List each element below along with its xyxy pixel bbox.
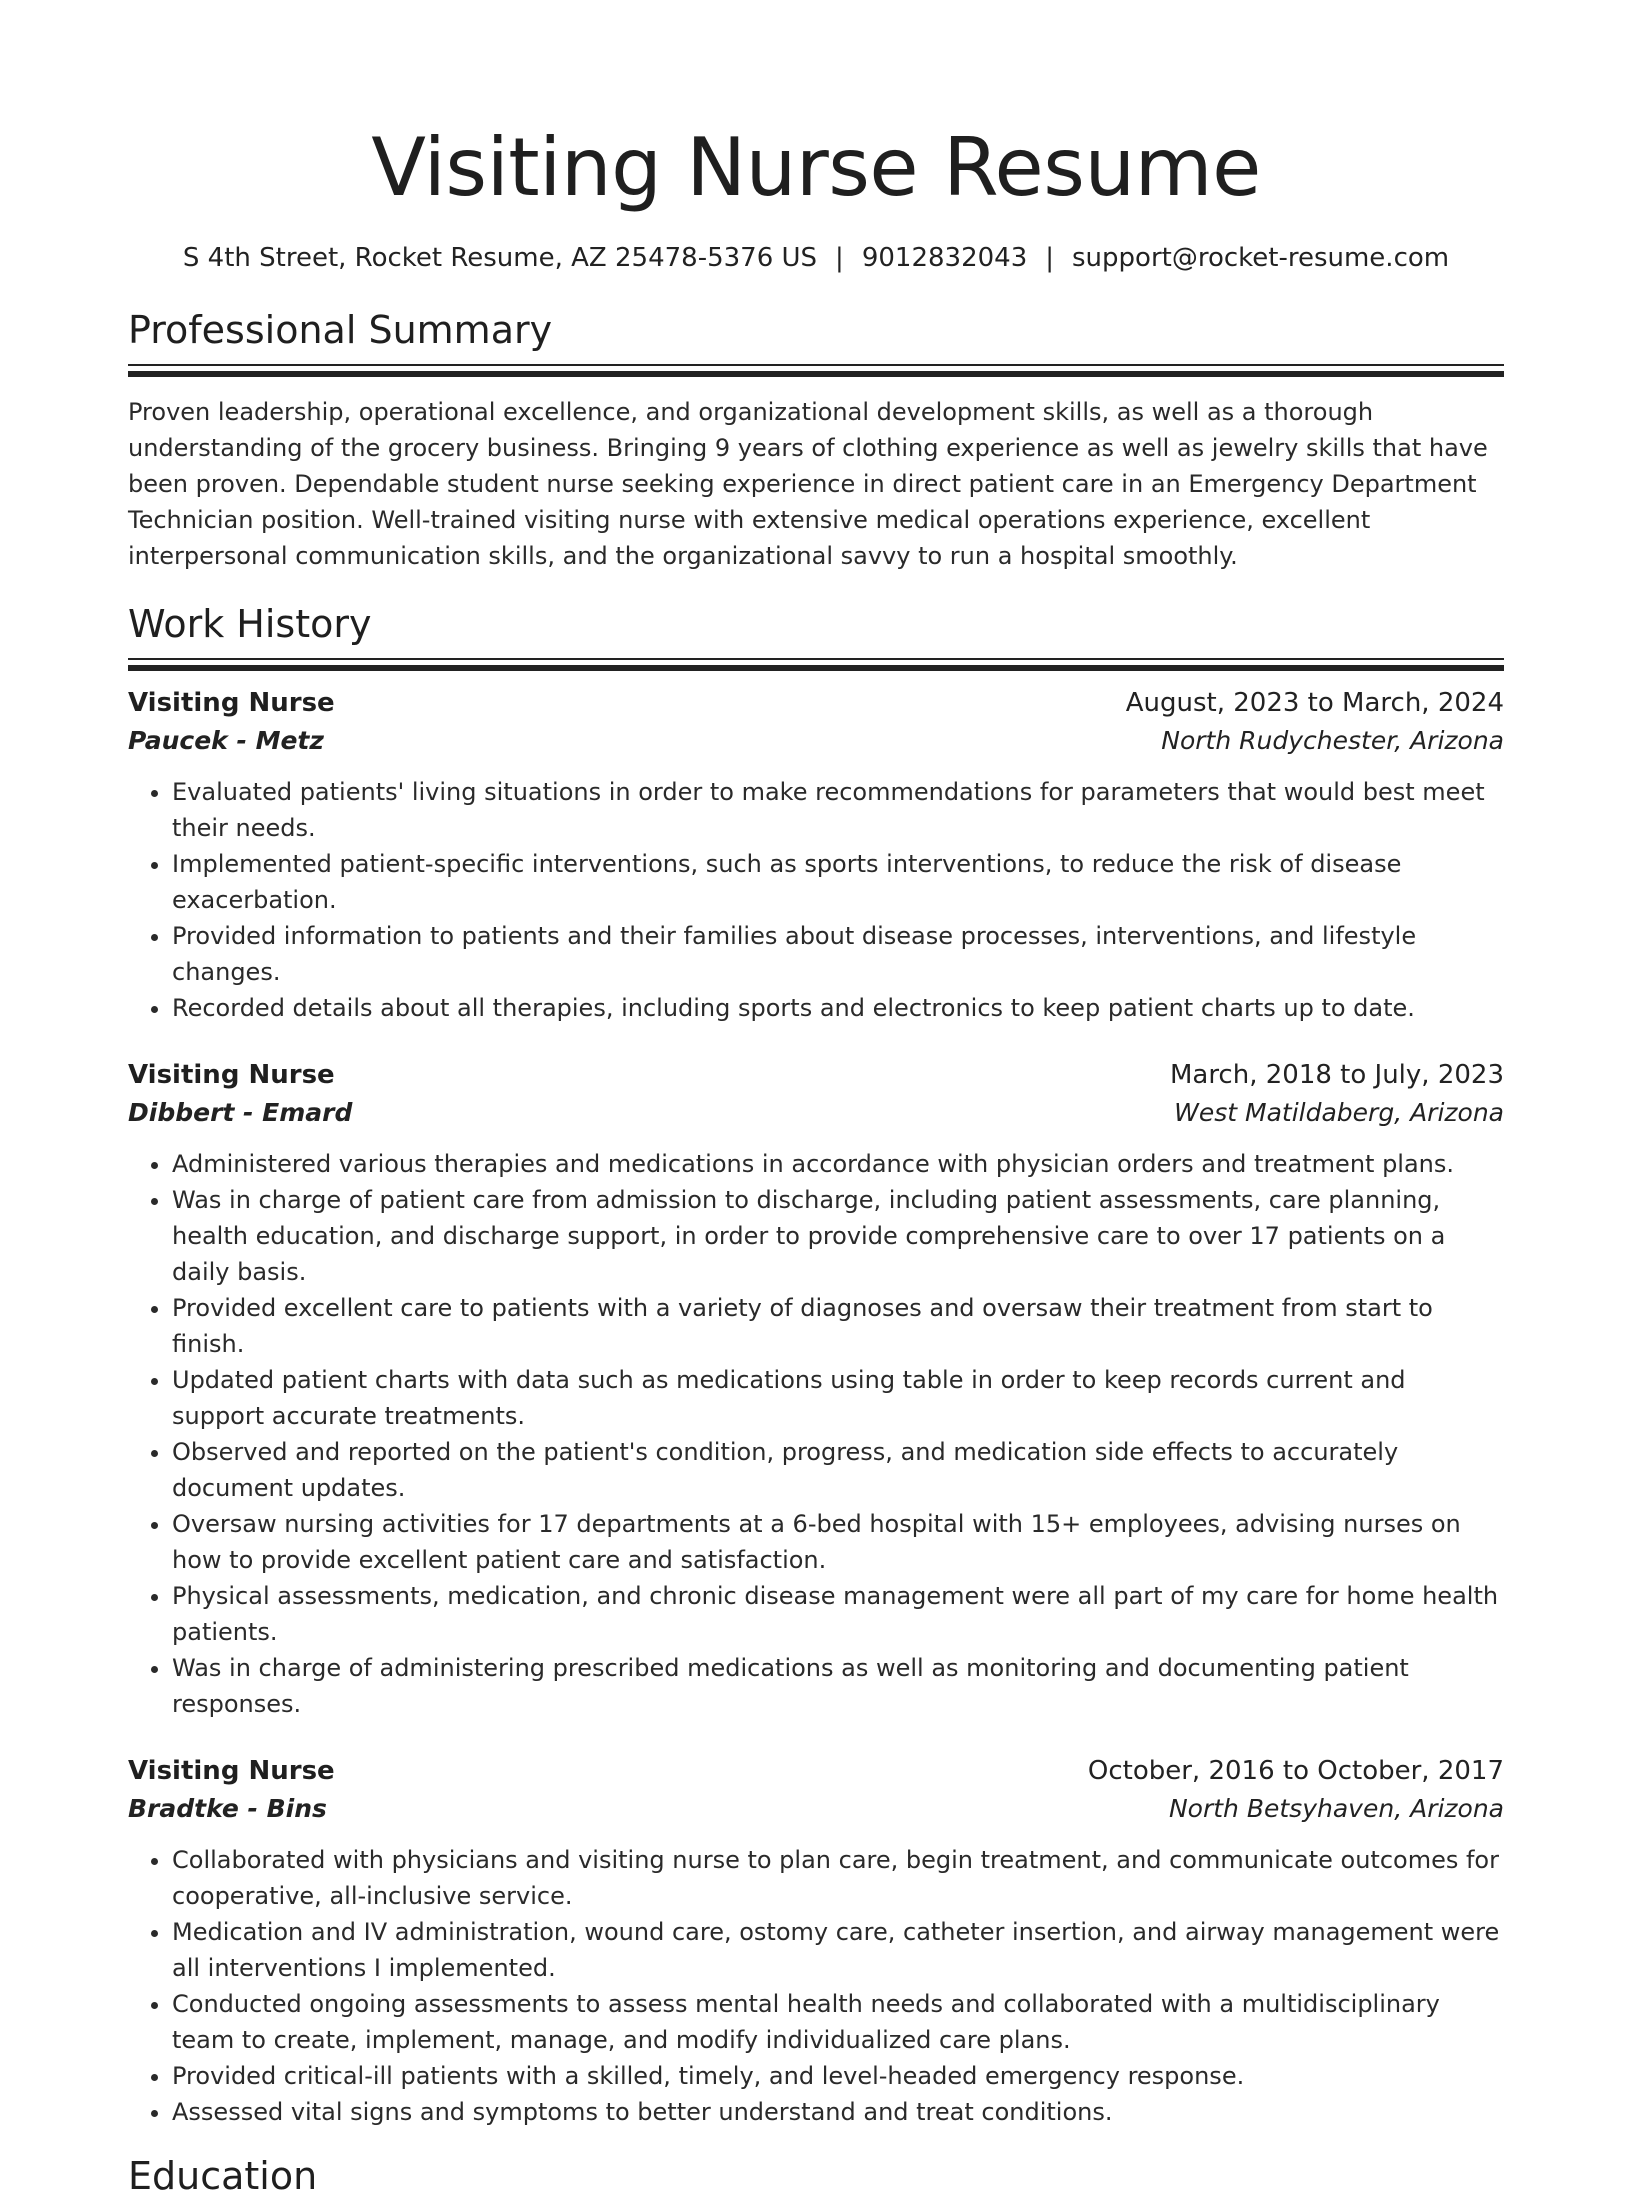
job-employer: Dibbert - Emard (128, 1098, 353, 1127)
education-heading: Education (128, 2154, 318, 2198)
job-dates: October, 2016 to October, 2017 (1087, 1756, 1504, 1786)
list-item: • Provided information to patients and their families about disease processes, interventions, and lifestyle changes. (172, 918, 1504, 990)
job-header (128, 1056, 1504, 1094)
list-item: • Recorded details about all therapies, including sports and electronics to keep patient charts up to date. (172, 990, 1504, 1026)
job-location: North Betsyhaven, Arizona (1168, 1794, 1504, 1823)
job-bullets (128, 1842, 1504, 2130)
education-section (128, 2152, 1504, 2200)
list-item: • Administered various therapies and medications in accordance with physician orders and treatment plans. (172, 1146, 1504, 1182)
job-header (128, 1752, 1504, 1790)
contact-line (128, 240, 1504, 276)
job-bullets (128, 1146, 1504, 1722)
job-dates: August, 2023 to March, 2024 (1125, 688, 1504, 718)
job-entry (128, 1056, 1504, 1722)
resume-page (128, 0, 1504, 2200)
job-subheader (128, 1094, 1504, 1132)
job-title: Visiting Nurse (128, 1060, 335, 1090)
job-dates: March, 2018 to July, 2023 (1169, 1060, 1504, 1090)
list-item: • Provided critical-ill patients with a skilled, timely, and level-headed emergency response. (172, 2058, 1504, 2094)
job-bullets (128, 774, 1504, 1026)
list-item: • Conducted ongoing assessments to assess mental health needs and collaborated with a multidisciplinary team to create, implement, manage, and modify individualized care plans. (172, 1986, 1504, 2058)
job-employer: Paucek - Metz (128, 726, 324, 755)
section-divider (128, 364, 1504, 378)
job-entry (128, 684, 1504, 1026)
job-location: North Rudychester, Arizona (1161, 726, 1504, 755)
summary-text: Proven leadership, operational excellence, and organizational development skills, as well as a thorough understanding of the grocery business. Bringing 9 years of clothing experience as well as jewelry skills that have been proven. Dependable student nurse seeking experience in direct patient care in an Emergency Department Technician position. Well-trained visiting nurse with extensive medical operations experience, excellent interpersonal communication skills, and the organizational savvy to run a hospital smoothly. (128, 398, 1488, 570)
job-entry (128, 1752, 1504, 2130)
list-item: • Oversaw nursing activities for 17 departments at a 6-bed hospital with 15+ employees, advising nurses on how to provide excellent patient care and satisfaction. (172, 1506, 1504, 1578)
list-item: • Provided excellent care to patients with a variety of diagnoses and oversaw their treatment from start to finish. (172, 1290, 1504, 1362)
list-item: • Was in charge of administering prescribed medications as well as monitoring and documenting patient responses. (172, 1650, 1504, 1722)
summary-section (128, 306, 1504, 574)
contact-phone: 9012832043 (861, 243, 1028, 273)
list-item: • Updated patient charts with data such as medications using table in order to keep records current and support accurate treatments. (172, 1362, 1504, 1434)
work-history-section (128, 600, 1504, 2130)
contact-separator: | (835, 243, 844, 273)
work-history-heading: Work History (128, 602, 372, 646)
contact-address: S 4th Street, Rocket Resume, AZ 25478-5376 US (182, 243, 818, 273)
job-title: Visiting Nurse (128, 1756, 335, 1786)
job-subheader (128, 722, 1504, 760)
job-header (128, 684, 1504, 722)
list-item: • Observed and reported on the patient's condition, progress, and medication side effects to accurately document updates. (172, 1434, 1504, 1506)
resume-title: Visiting Nurse Resume (371, 121, 1261, 214)
job-subheader (128, 1790, 1504, 1828)
list-item: • Collaborated with physicians and visiting nurse to plan care, begin treatment, and communicate outcomes for cooperative, all-inclusive service. (172, 1842, 1504, 1914)
list-item: • Evaluated patients' living situations in order to make recommendations for parameters that would best meet their needs. (172, 774, 1504, 846)
section-divider (128, 658, 1504, 672)
list-item: • Implemented patient-specific interventions, such as sports interventions, to reduce the risk of disease exacerbation. (172, 846, 1504, 918)
contact-separator: | (1045, 243, 1054, 273)
list-item: • Was in charge of patient care from admission to discharge, including patient assessments, care planning, health education, and discharge support, in order to provide comprehensive care to over 17 patients on a daily basis. (172, 1182, 1504, 1290)
contact-email[interactable]: support@rocket-resume.com (1072, 243, 1450, 273)
list-item: • Assessed vital signs and symptoms to better understand and treat conditions. (172, 2094, 1504, 2130)
job-location: West Matildaberg, Arizona (1174, 1098, 1504, 1127)
summary-heading: Professional Summary (128, 308, 553, 352)
job-title: Visiting Nurse (128, 688, 335, 718)
list-item: • Medication and IV administration, wound care, ostomy care, catheter insertion, and airway management were all interventions I implemented. (172, 1914, 1504, 1986)
list-item: • Physical assessments, medication, and chronic disease management were all part of my care for home health patients. (172, 1578, 1504, 1650)
job-employer: Bradtke - Bins (128, 1794, 327, 1823)
